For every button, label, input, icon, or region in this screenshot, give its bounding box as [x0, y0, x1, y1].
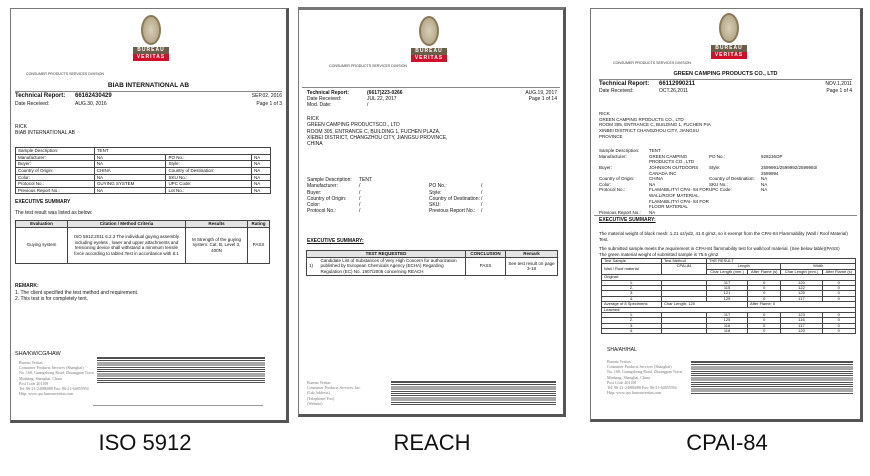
- text-field: /: [481, 195, 483, 202]
- text-field: GREEN CAMPING PRODUCTSCO., LTD: [307, 122, 400, 129]
- text-field: NA: [649, 209, 656, 215]
- text-field: 0: [748, 329, 781, 334]
- disclaimer-text: [97, 357, 265, 383]
- text-field: RICK: [599, 111, 610, 116]
- text-field: After Flame: 0: [748, 302, 856, 307]
- text-field: TEST REQUESTED: [307, 251, 466, 258]
- caption-iso5912: ISO 5912: [98, 430, 192, 455]
- seal-icon: [419, 16, 439, 46]
- text-field: 117: [781, 296, 822, 301]
- text-field: TENT: [359, 177, 373, 183]
- text-field: 1): [307, 257, 319, 275]
- text-field: NA: [251, 174, 270, 181]
- flammability-table: [601, 258, 856, 334]
- text-field: GUYING SYSTEM: [94, 181, 166, 188]
- text-field: Previous Report No.:: [429, 208, 476, 215]
- text-field: 1. The client specified the test method and requirement.: [15, 290, 139, 296]
- text-field: Manufacturer:: [16, 154, 95, 161]
- text-field: (Website): [307, 400, 323, 406]
- exec-summary-heading: EXECUTIVE SUMMARY:: [307, 238, 364, 244]
- text-field: Page 1 of 14: [528, 96, 557, 102]
- text-field: Date Received:: [599, 88, 634, 94]
- text-field: 125: [707, 318, 748, 323]
- text-field: NA: [94, 174, 166, 181]
- text-field: Consumer Products Services (Shanghai): [607, 364, 672, 370]
- text-field: SKU:: [429, 202, 441, 208]
- text-field: Bureau Veritas: [307, 380, 331, 385]
- text-field: Previous Report No.:: [599, 209, 641, 215]
- text-field: 3.: [602, 291, 662, 296]
- text-field: SKU No.:: [166, 174, 252, 181]
- text-field: Color:: [599, 181, 612, 187]
- text-field: 118: [707, 329, 748, 334]
- text-field: 0: [822, 329, 855, 334]
- divider: [93, 405, 263, 406]
- text-field: 4.: [602, 329, 662, 334]
- text-field: GREEN CAMPING PRODUCTS CO., LTD: [649, 153, 695, 165]
- text-field: ROOM 305, ENTRANCE C, BUILDING 1, FUCHEN PLAZA,: [307, 128, 441, 135]
- divider: [302, 87, 560, 88]
- text-field: JUL 22, 2017: [367, 96, 397, 102]
- text-field: 0: [822, 285, 855, 290]
- text-field: CPAI-84: [662, 264, 707, 275]
- text-field: Post Code 201108: [607, 379, 637, 385]
- text-field: 0: [748, 323, 781, 328]
- footer-address: [607, 359, 682, 395]
- text-field: Style:: [166, 161, 252, 168]
- text-field: FLAMABILITY/ CPAI- 84 FOR WALL/ROOF MATERIAL FLAMABILITY/ CPAI- 84 FOR FLOOR MATERIAL: [649, 187, 709, 210]
- results-table: [306, 250, 558, 276]
- text-field: Bureau Veritas: [19, 360, 43, 365]
- text-field: Technical Report:: [15, 93, 66, 99]
- text-field: 122: [781, 285, 822, 290]
- text-field: Sample Description:: [599, 148, 640, 153]
- text-field: 2. This test is for completely tent.: [15, 296, 88, 303]
- remark-heading: REMARK:: [15, 283, 39, 289]
- text-field: NA: [761, 176, 768, 182]
- text-field: Evaluation: [16, 221, 68, 228]
- text-field: CONCLUSION: [466, 251, 506, 258]
- text-field: NA: [649, 181, 656, 187]
- text-field: AUG.30, 2016: [75, 101, 107, 107]
- bureau-veritas-logo: [411, 16, 447, 62]
- text-field: M Strength of the guying system: Cat. B, Level 3, 400N: [186, 227, 248, 263]
- text-field: Sample Description:: [307, 177, 352, 183]
- text-field: Sample Description:: [16, 148, 95, 155]
- text-field: Page 1 of 3: [256, 101, 282, 107]
- text-field: BUREAU: [711, 45, 747, 52]
- text-field: VERITAS: [411, 55, 447, 62]
- text-field: XINBEI DISTRICT CHANGZHOU CITY, JIANGSU: [599, 127, 699, 133]
- text-field: THE RESULT: [707, 259, 856, 264]
- addressee: [599, 111, 711, 139]
- text-field: /: [481, 208, 483, 215]
- text-field: Consumer Products Services, Inc.: [307, 385, 362, 391]
- text-field: Post Code 201108: [19, 380, 49, 386]
- text-field: 3.: [602, 323, 662, 328]
- text-field: Country of Origin:: [599, 176, 635, 182]
- divider: [594, 215, 857, 216]
- signature: SHA/AH/HAL: [607, 347, 637, 353]
- text-field: Lot No.:: [166, 187, 252, 194]
- sample-info: [599, 148, 849, 216]
- text-field: Average of 8 Specimens: [602, 302, 662, 307]
- text-field: Buyer:: [16, 161, 95, 168]
- text-field: AUG.19, 2017: [525, 90, 557, 96]
- exec-text-1: The material weight of black mesh: 1.21 oz/yd2, 41.0 g/m2, so it exempt from the CPAI-84 Flammability (Wall / Roof Material) Test.: [599, 231, 848, 242]
- text-field: Color:: [16, 174, 95, 181]
- text-field: 117: [707, 312, 748, 317]
- results-table: [15, 220, 270, 264]
- text-field: NOV.1,2011: [825, 81, 852, 87]
- text-field: UPC Code:: [166, 181, 252, 188]
- text-field: Guying system: [16, 227, 68, 263]
- text-field: ROOM 305, ENTRANCE C, BUILDING 1, FUCHEN PIA: [599, 122, 711, 128]
- text-field: /: [481, 183, 483, 190]
- text-field: 1.: [602, 312, 662, 317]
- text-field: Manufacturer:: [599, 153, 627, 159]
- text-field: Citation / Method Criteria: [68, 221, 186, 228]
- text-field: CHINA: [649, 176, 664, 182]
- text-field: After Flame (s): [822, 269, 855, 274]
- text-field: 928236OP: [761, 153, 783, 159]
- division-label: CONSUMER PRODUCTS SERVICES DIVISION: [329, 64, 408, 68]
- text-field: VERITAS: [711, 52, 747, 59]
- text-field: Buyer:: [307, 189, 322, 196]
- text-field: 0: [748, 280, 781, 285]
- seal-icon: [719, 13, 739, 43]
- text-field: 125: [781, 291, 822, 296]
- text-field: 116: [781, 318, 822, 323]
- text-field: /: [367, 102, 369, 108]
- text-field: 117: [781, 323, 822, 328]
- text-field: 116: [707, 323, 748, 328]
- text-field: PO No.:: [429, 183, 447, 190]
- text-field: 2.: [602, 285, 662, 290]
- remarks: [15, 290, 138, 303]
- text-field: /: [359, 189, 361, 196]
- text-field: JOHNSON OUTDOORS CANADA INC: [649, 164, 699, 176]
- text-field: /: [481, 202, 483, 208]
- text-field: 120: [781, 329, 822, 334]
- text-field: ISO 5912:2011 6.2.3 The individual guying assembly including eyelets , lower and upper attachments and tensioning device shall withstand a minimum tensile force according to table4.Test in accordance with 8.1: [68, 227, 186, 263]
- text-field: NA: [251, 181, 270, 188]
- text-field: 0: [822, 291, 855, 296]
- text-field: Date Received:: [307, 96, 342, 102]
- text-field: Page 1 of 4: [826, 88, 852, 94]
- sample-info-table: [15, 147, 271, 194]
- text-field: PASS: [466, 257, 506, 275]
- text-field: Width: [781, 264, 856, 269]
- text-field: 125: [707, 296, 748, 301]
- text-field: Protocol No.:: [16, 181, 95, 188]
- cpai84-report-page: [590, 8, 863, 422]
- text-field: Country of Destination:: [429, 195, 480, 202]
- text-field: 120: [781, 280, 822, 285]
- caption-cpai84: CPAI-84: [686, 430, 768, 455]
- text-field: Minhang, Shanghai, China: [607, 374, 650, 380]
- text-field: Protocol No.:: [599, 187, 626, 193]
- text-field: 4.: [602, 296, 662, 301]
- text-field: Test Sample: [602, 259, 662, 264]
- text-field: 1.: [602, 280, 662, 285]
- signature: SHA/KW/CG/HAW: [15, 351, 61, 357]
- disclaimer-text: [391, 381, 556, 405]
- text-field: 0: [822, 318, 855, 323]
- text-field: PO No.:: [709, 153, 726, 159]
- text-field: NA: [94, 187, 166, 194]
- exec-summary-heading: EXECUTIVE SUMMARY: [15, 199, 71, 205]
- text-field: Protocol No.:: [307, 208, 336, 215]
- exec-text-3: The green material weight of submitted sample is 75.6 g/m2: [599, 252, 719, 257]
- text-field: GREEN CAMPING RPODUCTS CO., LTD: [599, 116, 684, 122]
- addressee: [15, 124, 75, 137]
- exec-text-2: The submitted sample meets the requirement in CPAI-84 flammability test for wall/roof material. (See below table)(PASS): [599, 246, 840, 251]
- text-field: Wall / Roof material: [602, 264, 662, 275]
- text-field: 0: [822, 312, 855, 317]
- text-field: /: [481, 189, 483, 196]
- text-field: SKU No.:: [709, 181, 728, 187]
- text-field: (Lab Address): [307, 390, 330, 396]
- text-field: 0: [748, 296, 781, 301]
- text-field: Style:: [429, 189, 442, 196]
- text-field: 0: [822, 323, 855, 328]
- text-field: 0: [748, 318, 781, 323]
- text-field: Length: [707, 264, 781, 269]
- text-field: NA: [251, 161, 270, 168]
- text-field: Char Length: 120: [662, 302, 748, 307]
- text-field: Country of Destination:: [166, 167, 252, 174]
- exec-summary-heading: EXECUTIVE SUMMARY:: [599, 217, 656, 223]
- text-field: 0: [748, 291, 781, 296]
- text-field: 2599991/2599992/2599993/2599994: [761, 164, 818, 176]
- text-field: See test result on page 3-18: [506, 257, 558, 275]
- text-field: NA: [94, 161, 166, 168]
- text-field: Country of Origin:: [16, 167, 95, 174]
- text-field: /: [359, 183, 361, 190]
- text-field: 0: [748, 285, 781, 290]
- text-field: Http: www.cps.bureauveritas.com: [19, 391, 74, 397]
- text-field: NA: [761, 181, 768, 187]
- reach-report-page: [298, 7, 566, 417]
- text-field: Candidate List of Substances of Very High Concern for authorization published by European Chemicals Agency (ECHA) Regarding Regulation (EC) No. 1907/2006 concerning REACH: [319, 257, 466, 275]
- text-field: RICK: [15, 124, 27, 130]
- exec-summary-text: The test result was listed as below:: [15, 210, 93, 216]
- text-field: /: [359, 195, 361, 202]
- text-field: NA: [94, 154, 166, 161]
- text-field: Minhang, Shanghai, China: [19, 375, 62, 381]
- text-field: XIEBEI DISTRICT, CHANGZHOU CITY, JIANGSU PROVINCE,: [307, 134, 448, 141]
- text-field: NA: [251, 187, 270, 194]
- text-field: 121: [707, 291, 748, 296]
- text-field: Mod. Date:: [307, 102, 332, 108]
- text-field: Rating: [248, 221, 270, 228]
- text-field: Http: www.cps.bureauveritas.com: [607, 390, 662, 396]
- sample-info: [307, 177, 547, 215]
- text-field: PROVINCE: [599, 133, 623, 139]
- text-field: 0: [822, 280, 855, 285]
- text-field: Buyer:: [599, 164, 613, 170]
- text-field: Leached:: [602, 307, 856, 312]
- text-field: 0: [822, 296, 855, 301]
- disclaimer-text: [691, 361, 853, 394]
- text-field: Style:: [709, 164, 721, 170]
- rating-pass: PASS: [248, 227, 270, 263]
- text-field: No. 168, Guangzhong Road, Zhuangpan Town: [607, 369, 682, 375]
- text-field: Char Length (mm.): [781, 269, 822, 274]
- division-label: CONSUMER PRODUCTS SERVICES DIVISION: [26, 72, 105, 76]
- text-field: NA: [761, 187, 768, 193]
- text-field: Test Method: [662, 259, 707, 264]
- text-field: After Flame (s): [748, 269, 781, 274]
- text-field: NA: [251, 167, 270, 174]
- text-field: Color:: [307, 202, 321, 208]
- text-field: Consumer Products Services (Shanghai): [19, 365, 84, 371]
- text-field: No. 168, Guangzhong Road, Zhuangpan Town: [19, 370, 94, 376]
- text-field: Date Received:: [15, 101, 50, 107]
- text-field: /: [359, 208, 361, 215]
- text-field: 123: [781, 312, 822, 317]
- footer-address: [307, 380, 361, 406]
- text-field: OCT.26,2011: [659, 88, 689, 94]
- text-field: Tel: 86-21-24086088 Fax: 86-21-64855954: [607, 384, 677, 390]
- text-field: Technical Report:: [599, 81, 650, 87]
- text-field: BUREAU: [133, 47, 169, 54]
- company-title: GREEN CAMPING PRODUCTS CO., LTD: [599, 71, 852, 80]
- text-field: BUREAU: [411, 48, 447, 55]
- text-field: /: [359, 202, 361, 208]
- text-field: Char Length (mm.): [707, 269, 748, 274]
- addressee: [307, 116, 447, 147]
- seal-icon: [141, 15, 161, 45]
- text-field: Results: [186, 221, 248, 228]
- footer-address: [19, 360, 94, 396]
- text-field: Technical Report:: [307, 90, 349, 96]
- text-field: (6617)223-0266: [367, 90, 403, 96]
- text-field: 66112990211: [659, 81, 696, 87]
- text-field: Bureau Veritas: [607, 359, 631, 364]
- text-field: Remark: [506, 251, 558, 258]
- text-field: Previous Report No.:: [16, 187, 95, 194]
- text-field: Country of Origin:: [307, 195, 347, 202]
- text-field: 66162430429: [75, 93, 112, 99]
- text-field: PO No.:: [166, 154, 252, 161]
- text-field: RICK: [307, 116, 319, 122]
- text-field: Manufacturer:: [307, 183, 338, 190]
- text-field: Tel: 86-21-24086088 Fax: 86-21-64855954: [19, 385, 89, 391]
- caption-reach: REACH: [393, 430, 471, 455]
- text-field: NA: [251, 154, 270, 161]
- text-field: TENT: [94, 148, 270, 155]
- text-field: CHINA: [307, 141, 323, 147]
- division-label: CONSUMER PRODUCTS SERVICES DIVISION: [613, 61, 692, 65]
- company-title: BIAB INTERNATIONAL AB: [15, 82, 282, 92]
- text-field: BIAB INTERNATIONAL AB: [15, 130, 76, 137]
- text-field: VERITAS: [133, 54, 169, 61]
- text-field: 115: [707, 285, 748, 290]
- iso5912-report-page: [10, 8, 289, 423]
- bureau-veritas-logo: [133, 15, 169, 61]
- text-field: SEP.02, 2016: [251, 93, 282, 99]
- text-field: 0: [748, 312, 781, 317]
- text-field: 2.: [602, 318, 662, 323]
- text-field: (Telephone/ Fax): [307, 395, 335, 401]
- bureau-veritas-logo: [711, 13, 747, 59]
- text-field: UPC Code:: [709, 187, 732, 193]
- text-field: 117: [707, 280, 748, 285]
- text-field: CHINA: [94, 167, 166, 174]
- text-field: Original:: [602, 275, 856, 280]
- text-field: Country of Destination:: [709, 176, 755, 182]
- text-field: TENT: [649, 148, 661, 153]
